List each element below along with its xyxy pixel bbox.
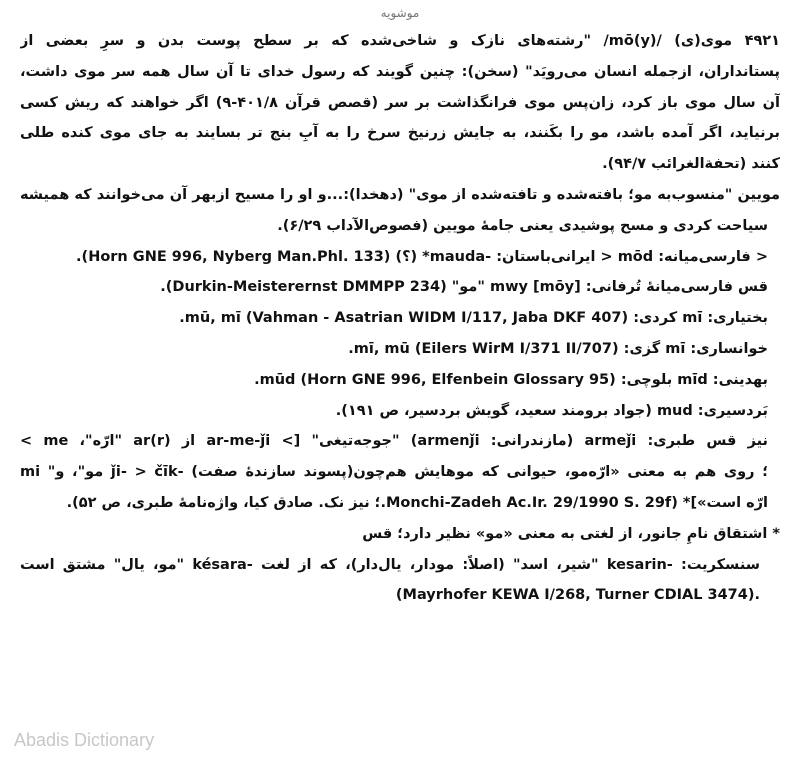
entry-line: آن سال موی باز کرد، زان‌پس موی فرانگذاشت بر سر (قصص قرآن ۴۰۱/۸-۹) اگر خواهند که ریش کسی xyxy=(20,94,780,111)
entry-line: مویین "منسوب‌به مو؛ بافته‌شده و تافته‌شده از موی" (دهخدا):...و او را مسیح ازبهر آن می‌خوانند که همیشه xyxy=(20,186,780,203)
dialect-line: ارّه است»]* (Monchi-Zadeh Ac.Ir. 29/1990 S. 29f.؛ نیز نک. صادق کیا، واژه‌نامهٔ طبری، ص ۵۲). xyxy=(66,494,768,511)
footnote-line: * اشتقاق نامِ جانور، از لغتی به معنی «مو» نظیر دارد؛ قس xyxy=(362,525,780,542)
footnote-line: سنسکریت: -kesarin "شیر، اسد" (اصلاً: مودار، یال‌دار)، که از لغت -késara "مو، یال" مشتق است xyxy=(20,556,760,573)
entry-line: سیاحت کردی و مسح پوشیدی یعنی جامهٔ مویین (فصوص‌الآداب ۶/۲۹). xyxy=(277,217,768,234)
dialect-line: بختیاری: mī کردی: mū, mī (Vahman - Asatrian WIDM I/117, Jaba DKF 407). xyxy=(179,310,768,327)
entry-line: کنند (تحفة‌الغرائب ۹۴/۷). xyxy=(602,156,780,173)
dialect-line: بهدینی: mīd بلوچی: mūd (Horn GNE 996, Elfenbein Glossary 95). xyxy=(254,371,768,388)
header-word: موشویه xyxy=(380,6,420,20)
entry-line: برنیاید، اگر آمده باشد، مو را بکَنند، به جایش زرنیخ سرخ را به آبِ بنج تر بسایند به جای موی کنده طلی xyxy=(20,125,780,142)
dialect-line: خوانساری: mī گزی: mī, mū (Eilers WirM I/371 II/707). xyxy=(348,340,768,357)
dialect-line: mi "مو"، و ǰi- > čīk- (پسوند سازندهٔ صفت)؛ روی هم به معنی «ارّه‌مو، حیوانی که موهایش هم‌چون xyxy=(20,464,769,481)
footnote-line: (Mayrhofer KEWA I/268, Turner CDIAL 3474). xyxy=(395,587,760,604)
dialect-line: بَردسیری: mud (جواد برومند سعید، گویش بردسیر، ص ۱۹۱). xyxy=(335,402,768,419)
dictionary-entry xyxy=(20,26,780,611)
etymology-line: قس فارسی‌میانهٔ تُرفانی: mwy [mōy] "مو" (Durkin-Meisterernst DMMPP 234). xyxy=(160,279,768,296)
footer-brand: Abadis Dictionary xyxy=(14,730,155,750)
dialect-line: نیز قس طبری: armeǰi (مازندرانی: armenǰi) "جوجه‌تیغی" [> ar-me-ǰi از ar(r) "ارّه"، me > xyxy=(20,433,768,450)
entry-line: ۴۹۲۱ موی(ی) /mō(y)/ "رشته‌های نازک و شاخی‌شده که بر سطح پوست بدن و سرِ بعضی از xyxy=(20,33,780,49)
entry-line: پستانداران، ازجمله انسان می‌رویَد" (سخن): چنین گویند که رسول خدای تا آن سال همه سر موی داشت، xyxy=(20,63,780,80)
etymology-line: < فارسی‌میانه: mōd < ایرانی‌باستان: -mauda* (؟) (Horn GNE 996, Nyberg Man.Phl. 133). xyxy=(76,248,768,265)
